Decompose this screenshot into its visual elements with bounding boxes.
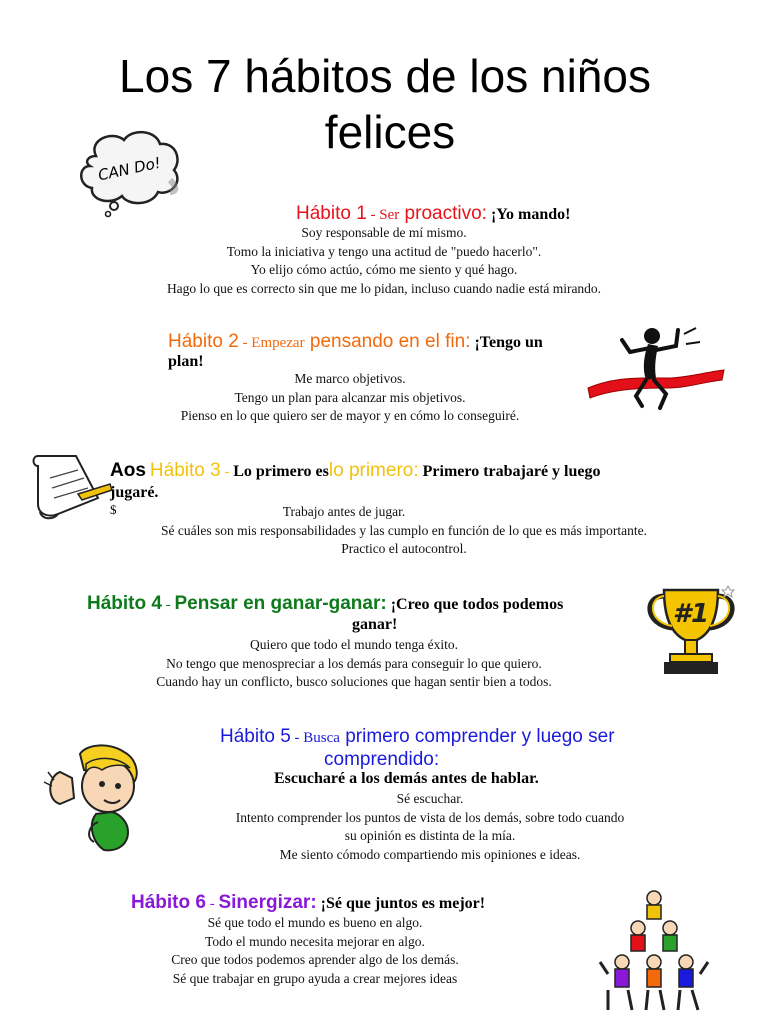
habit-1-line: Hago lo que es correcto sin que me lo pidan, incluso cuando nadie está mirando. bbox=[166, 280, 602, 296]
habit-4-line: Quiero que todo el mundo tenga éxito. bbox=[249, 637, 459, 652]
habit-1-verb: Ser bbox=[379, 207, 400, 223]
habit-5-line: Sé escuchar. bbox=[396, 791, 464, 806]
habit-6-name: Sinergizar: bbox=[218, 892, 317, 913]
habit-1-name: proactivo: bbox=[399, 203, 487, 224]
habit-3-name: lo primero: bbox=[328, 460, 419, 481]
habit-3-dollar: $ bbox=[110, 502, 117, 517]
habit-3-prefix: Aos bbox=[110, 460, 146, 481]
habit-6-label: Hábito 6 bbox=[131, 892, 206, 913]
habit-3-verb: Lo primero es bbox=[233, 463, 329, 480]
habit-2-line: Tengo un plan para alcanzar mis objetivos. bbox=[234, 389, 466, 405]
habit-3-description bbox=[104, 503, 704, 559]
habit-5-description bbox=[170, 790, 690, 864]
scroll-quill-icon bbox=[28, 448, 114, 524]
habit-1-line: Soy responsable de mí mismo. bbox=[301, 225, 467, 240]
habit-6-description bbox=[130, 914, 500, 988]
habit-2-line: Pienso en lo que quiero ser de mayor y en cómo lo conseguiré. bbox=[180, 408, 520, 423]
habit-5-line: Intento comprender los puntos de vista de los demás, sobre todo cuando bbox=[235, 809, 625, 825]
habit-3-label: Hábito 3 bbox=[149, 460, 221, 481]
habit-3-sep: - bbox=[220, 464, 234, 480]
habit-1-sep: - bbox=[366, 207, 380, 223]
habit-4-line: Cuando hay un conflicto, busco soluciones que hagan sentir bien a todos. bbox=[156, 674, 552, 689]
trophy-label: #1 bbox=[672, 599, 710, 629]
habit-4-line: No tengo que menospreciar a los demás para conseguir lo que quiero. bbox=[166, 655, 542, 671]
habit-1-line: Tomo la iniciativa y tengo una actitud de "puedo hacerlo". bbox=[226, 243, 542, 259]
habit-3-heading bbox=[110, 460, 601, 482]
can-do-cloud-icon bbox=[74, 126, 186, 218]
title-line-1: Los 7 hábitos de los niños bbox=[119, 50, 651, 102]
title-line-2: felices bbox=[324, 106, 456, 158]
habit-5-label: Hábito 5 bbox=[220, 726, 291, 747]
runner-finish-line-icon bbox=[586, 318, 726, 418]
habit-1-line: Yo elijo cómo actúo, cómo me siento y qué hago. bbox=[250, 262, 518, 277]
habit-2-label: Hábito 2 bbox=[168, 331, 239, 352]
habit-3-motto-b: jugaré. bbox=[110, 484, 159, 501]
habit-2-motto-b: plan! bbox=[168, 353, 204, 370]
habit-3-line: Sé cuáles son mis responsabilidades y las cumplo en función de lo que es más importante. bbox=[161, 522, 647, 538]
habit-4-name: Pensar en ganar-ganar: bbox=[174, 593, 387, 614]
habit-5-line: Me siento cómodo compartiendo mis opiniones e ideas. bbox=[279, 846, 581, 862]
habit-6-heading bbox=[131, 892, 485, 914]
habit-6-sep: - bbox=[205, 896, 219, 912]
listening-boy-icon bbox=[40, 742, 152, 854]
habit-2-motto-a: ¡Tengo un bbox=[474, 334, 543, 351]
habit-5-motto: Escucharé a los demás antes de hablar. bbox=[274, 770, 539, 787]
habit-1-motto: ¡Yo mando! bbox=[490, 206, 571, 223]
habit-6-line: Sé que trabajar en grupo ayuda a crear mejores ideas bbox=[172, 970, 458, 986]
habit-4-motto-b: ganar! bbox=[352, 616, 398, 633]
habit-2-heading bbox=[168, 331, 543, 353]
habit-1-description bbox=[84, 224, 684, 298]
habit-3-motto-a: Primero trabajaré y luego bbox=[422, 463, 601, 480]
habit-1-heading bbox=[296, 203, 571, 225]
habit-4-sep: - bbox=[161, 597, 175, 613]
habit-5-verb: Busca bbox=[303, 730, 340, 746]
habit-5-name-b: comprendido: bbox=[324, 749, 440, 770]
habit-5-heading bbox=[220, 725, 615, 750]
habit-4-label: Hábito 4 bbox=[87, 593, 162, 614]
habit-2-line: Me marco objetivos. bbox=[294, 371, 406, 386]
habit-5-name: primero comprender y luego ser bbox=[339, 726, 615, 747]
habit-5-line: su opinión es distinta de la mía. bbox=[344, 828, 516, 843]
habit-2-sep: - bbox=[238, 335, 252, 351]
habit-4-motto-a: ¡Creo que todos podemos bbox=[390, 596, 564, 613]
habit-3-line: Practico el autocontrol. bbox=[341, 541, 467, 556]
can-do-text: CAN Do! bbox=[96, 153, 163, 185]
habit-1-label: Hábito 1 bbox=[296, 203, 367, 224]
habit-6-line: Sé que todo el mundo es bueno en algo. bbox=[207, 915, 423, 930]
habit-2-verb: Empezar bbox=[251, 335, 305, 351]
habit-4-description bbox=[84, 636, 624, 692]
habit-5-sep: - bbox=[290, 730, 304, 746]
habit-6-motto: ¡Sé que juntos es mejor! bbox=[320, 895, 486, 912]
kids-pyramid-icon bbox=[598, 886, 710, 1018]
habit-6-line: Creo que todos podemos aprender algo de los demás. bbox=[171, 952, 459, 967]
habit-2-description bbox=[90, 370, 610, 426]
habit-2-name: pensando en el fin: bbox=[304, 331, 471, 352]
habit-4-heading bbox=[87, 593, 563, 615]
trophy-icon bbox=[642, 582, 740, 678]
habit-6-line: Todo el mundo necesita mejorar en algo. bbox=[205, 933, 425, 949]
habit-3-line: Trabajo antes de jugar. bbox=[282, 504, 406, 519]
